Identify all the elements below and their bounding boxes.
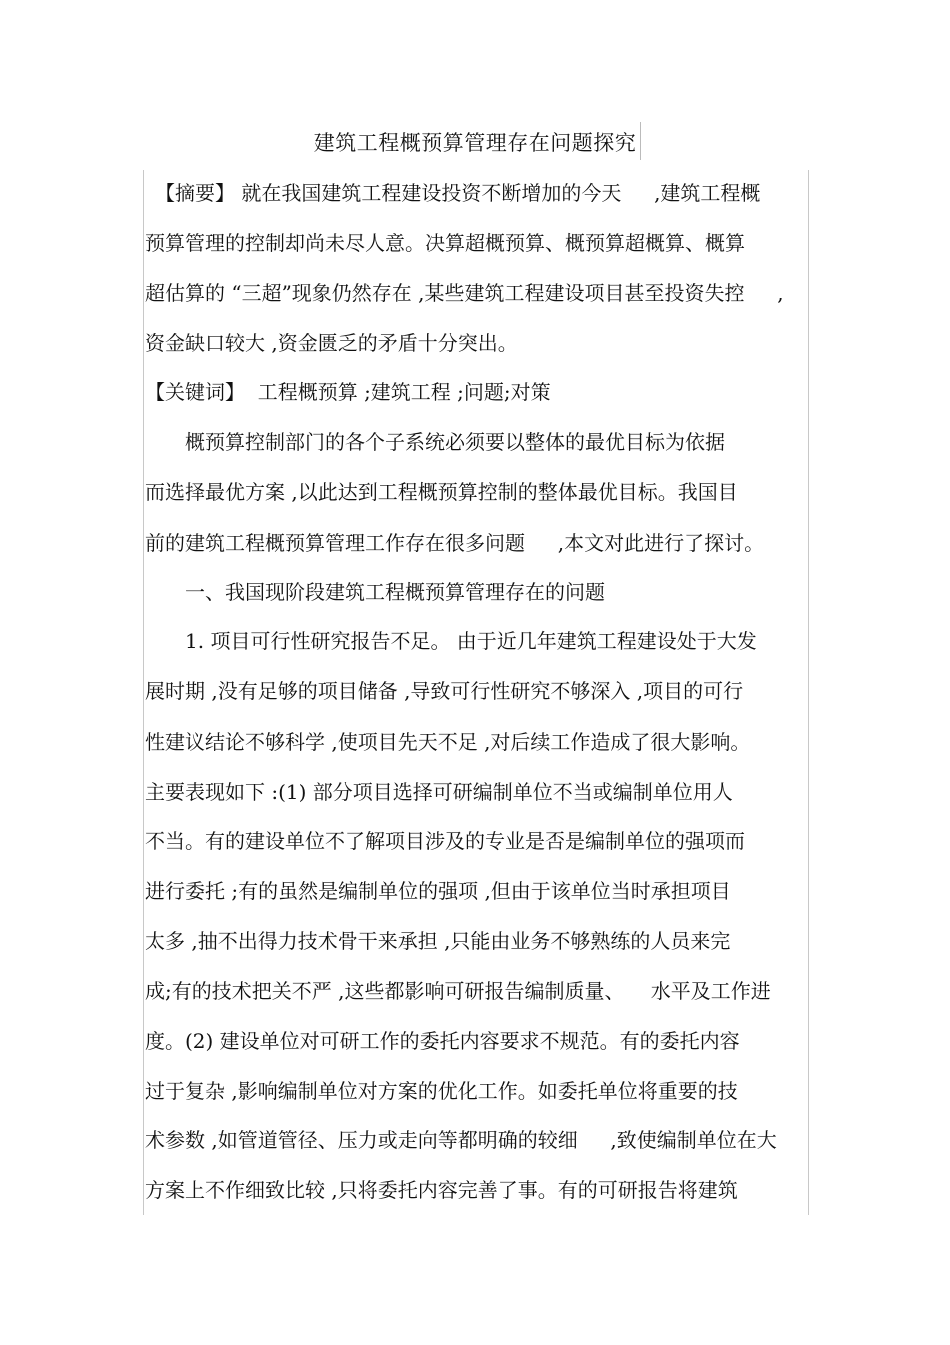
body-line: 展时期 ,没有足够的项目储备 ,导致可行性研究不够深入 ,项目的可行 [145, 679, 744, 703]
body-line: 进行委托 ;有的虽然是编制单位的强项 ,但由于该单位当时承担项目 [145, 879, 731, 903]
body-line: 方案上不作细致比较 ,只将委托内容完善了事。有的可研报告将建筑 [145, 1178, 738, 1202]
body-line: 度。(2) 建设单位对可研工作的委托内容要求不规范。有的委托内容 [145, 1029, 740, 1053]
body-line: 成;有的技术把关不严 ,这些都影响可研报告编制质量、 水平及工作进 [145, 979, 771, 1003]
body-line: 【关键词】 工程概预算 ;建筑工程 ;问题;对策 [145, 380, 551, 404]
body-line: 术参数 ,如管道管径、压力或走向等都明确的较细 ,致使编制单位在大 [145, 1128, 777, 1152]
body-line: 太多 ,抽不出得力技术骨干来承担 ,只能由业务不够熟练的人员来完 [145, 929, 731, 953]
body-line: 性建议结论不够科学 ,使项目先天不足 ,对后续工作造成了很大影响。 [145, 730, 751, 754]
body-line: 1. 项目可行性研究报告不足。 由于近几年建筑工程建设处于大发 [145, 629, 757, 653]
body-line: 超估算的 “三超”现象仍然存在 ,某些建筑工程建设项目甚至投资失控 , [145, 281, 784, 305]
body-line: 一、我国现阶段建筑工程概预算管理存在的问题 [145, 580, 605, 604]
body-line: 预算管理的控制却尚未尽人意。决算超概预算、概预算超概算、概算 [145, 231, 745, 255]
body-line: 【摘要】 就在我国建筑工程建设投资不断增加的今天 ,建筑工程概 [145, 181, 761, 205]
body-line: 过于复杂 ,影响编制单位对方案的优化工作。如委托单位将重要的技 [145, 1079, 738, 1103]
body-line: 而选择最优方案 ,以此达到工程概预算控制的整体最优目标。我国目 [145, 480, 738, 504]
title-divider [640, 122, 641, 160]
body-line: 概预算控制部门的各个子系统必须要以整体的最优目标为依据 [145, 430, 725, 454]
body-line: 不当。有的建设单位不了解项目涉及的专业是否是编制单位的强项而 [145, 829, 745, 853]
body-line: 前的建筑工程概预算管理工作存在很多问题 ,本文对此进行了探讨。 [145, 531, 765, 555]
body-line: 资金缺口较大 ,资金匮乏的矛盾十分突出。 [145, 331, 518, 355]
document-title: 建筑工程概预算管理存在问题探究 [313, 131, 637, 155]
body-line: 主要表现如下 :(1) 部分项目选择可研编制单位不当或编制单位用人 [145, 780, 733, 804]
